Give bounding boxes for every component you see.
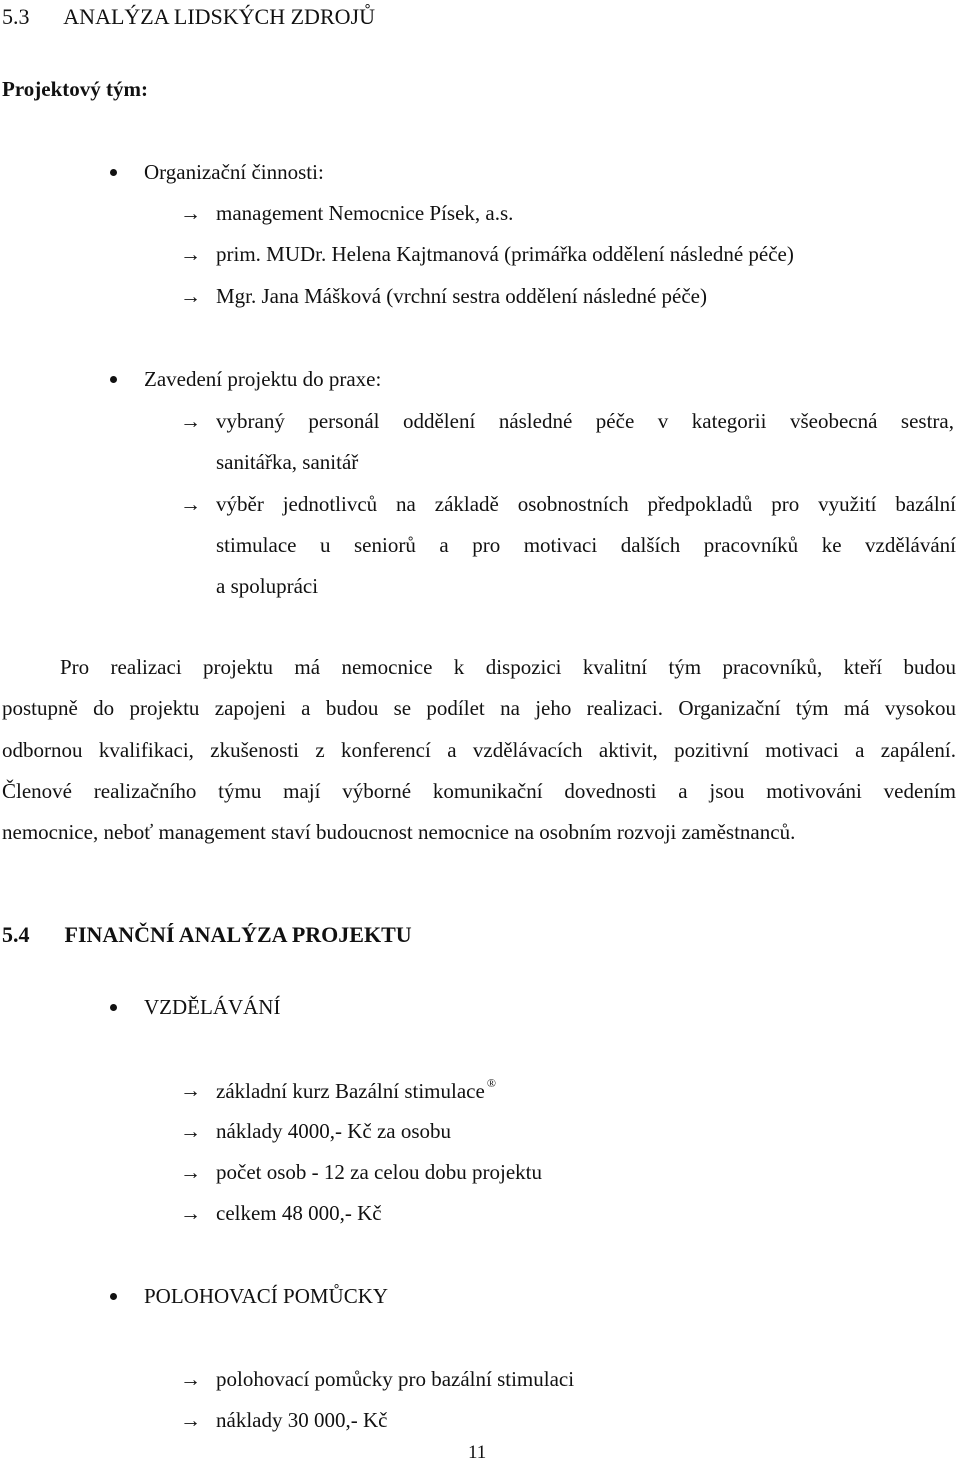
paragraph-line: Pro realizaci projektu má nemocnice k dispozici kvalitní tým pracovníků, kteří budou — [60, 655, 956, 679]
arrow-right-icon: → — [180, 242, 201, 266]
arrow-right-icon: → — [180, 1078, 201, 1102]
paragraph-line: postupně do projektu zapojeni a budou se podílet na jeho realizaci. Organizační tým má vysokou — [2, 696, 956, 720]
paragraph-line: nemocnice, neboť management staví budoucnost nemocnice na osobním rozvoji zaměstnanců. — [2, 820, 796, 844]
paragraph-line: odbornou kvalifikaci, zkušenosti z konferencí a vzdělávacích aktivit, pozitivní motivaci a zapálení. — [2, 738, 956, 762]
arrow-right-icon: → — [180, 1367, 201, 1391]
positioning-label: POLOHOVACÍ POMŮCKY — [144, 1284, 389, 1308]
arrow-right-icon: → — [180, 409, 201, 433]
intro-item-line: vybraný personál oddělení následné péče v kategorii všeobecná sestra, — [216, 409, 954, 433]
org-item: prim. MUDr. Helena Kajtmanová (primářka oddělení následné péče) — [216, 242, 794, 266]
arrow-right-icon: → — [180, 492, 201, 516]
page-number: 11 — [468, 1442, 487, 1463]
education-item: náklady 4000,- Kč za osobu — [216, 1119, 452, 1143]
arrow-right-icon: → — [180, 1119, 201, 1143]
arrow-right-icon: → — [180, 1160, 201, 1184]
org-item: management Nemocnice Písek, a.s. — [216, 201, 514, 225]
bullet-dot-icon — [110, 1004, 117, 1011]
bullet-dot-icon — [110, 376, 117, 383]
intro-item-line: a spolupráci — [216, 574, 319, 598]
positioning-item: náklady 30 000,- Kč — [216, 1408, 388, 1432]
bullet-dot-icon — [110, 169, 117, 176]
team-heading: Projektový tým: — [2, 77, 148, 101]
intro-item-line: výběr jednotlivců na základě osobnostních předpokladů pro využití bazální — [216, 492, 956, 516]
intro-item-line: stimulace u seniorů a pro motivaci dalších pracovníků ke vzdělávání — [216, 533, 956, 557]
arrow-right-icon: → — [180, 284, 201, 308]
bullet-dot-icon — [110, 1293, 117, 1300]
positioning-item: polohovací pomůcky pro bazální stimulaci — [216, 1367, 575, 1391]
arrow-right-icon: → — [180, 201, 201, 225]
section-number: 5.4 — [2, 922, 30, 947]
registered-mark: ® — [486, 1076, 496, 1090]
education-item — [216, 1076, 496, 1103]
section-title: ANALÝZA LIDSKÝCH ZDROJŮ — [63, 4, 375, 29]
section-title: FINANČNÍ ANALÝZA PROJEKTU — [64, 922, 412, 947]
org-label: Organizační činnosti: — [144, 160, 324, 184]
arrow-right-icon: → — [180, 1408, 201, 1432]
education-item: celkem 48 000,- Kč — [216, 1201, 382, 1225]
paragraph-line: Členové realizačního týmu mají výborné komunikační dovednosti a jsou motivováni vedením — [2, 779, 956, 803]
arrow-right-icon: → — [180, 1201, 201, 1225]
intro-item-line: sanitářka, sanitář — [216, 450, 359, 474]
section-number: 5.3 — [2, 4, 30, 29]
education-item: počet osob - 12 za celou dobu projektu — [216, 1160, 542, 1184]
section-heading-5-4 — [2, 924, 412, 946]
intro-label: Zavedení projektu do praxe: — [144, 367, 382, 391]
org-item: Mgr. Jana Mášková (vrchní sestra oddělení následné péče) — [216, 284, 707, 308]
education-label: VZDĚLÁVÁNÍ — [144, 995, 281, 1019]
section-heading-5-3 — [2, 6, 375, 28]
education-item-text: základní kurz Bazální stimulace — [216, 1079, 485, 1103]
